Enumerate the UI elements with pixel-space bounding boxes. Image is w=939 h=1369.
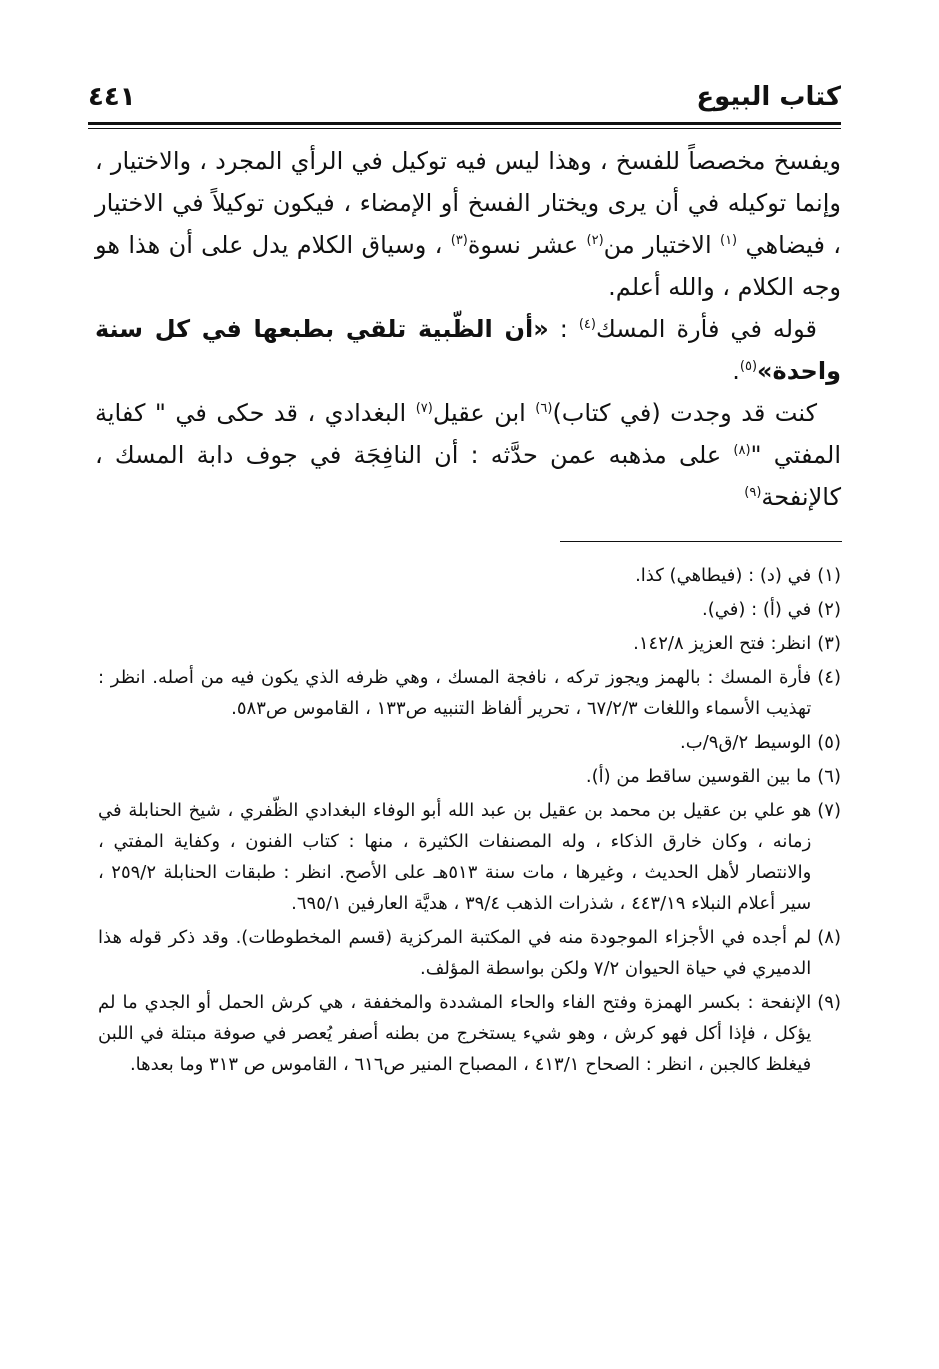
text-run: عشر نسوة <box>467 231 579 259</box>
footnote-ref-6[interactable]: (٦) <box>535 401 553 416</box>
footnote-text: الإنفحة : بكسر الهمزة وفتح الفاء والحاء المشددة والمخففة ، هي كرش الحمل أو الجدي ما لم يؤكل ، فإذا أكل فهو كرش ، وهو شيء يستخرج من بطنه أصفر يُعصر في صوفة مبتلة في اللبن فيغلظ كالجبن ، انظر : الصحاح ٤١٣/١ ، المصباح المنير ص٦١٦ ، القاموس ص ٣١٣ وما بعدها. <box>98 992 812 1075</box>
quoted-text: «أن الظّبية تلقي بطبعها في كل سنة واحدة» <box>95 315 841 385</box>
header-rule-thick <box>88 122 841 125</box>
footnote-number: (٢) <box>817 599 841 620</box>
text-run: الاختيار من <box>603 231 712 259</box>
footnote-separator <box>560 541 842 542</box>
text-run: قوله في فأرة المسك <box>595 315 817 343</box>
footnote-number: (١) <box>817 565 841 586</box>
chapter-title: كتاب البيوع <box>696 82 841 112</box>
footnote-text: الوسيط ٢/ق٩/ب. <box>680 732 812 753</box>
text-run: على مذهبه عمن حدَّثه : أن النافِجَة في جوف دابة المسك ، كالإنفحة <box>95 441 841 511</box>
text-run: : <box>559 315 568 343</box>
footnote-number: (٤) <box>817 667 841 688</box>
paragraph-3 <box>95 392 841 518</box>
text-run: . <box>732 357 740 385</box>
footnote-ref-1[interactable]: (١) <box>719 233 738 248</box>
header-rule-thin <box>88 128 841 129</box>
footnote-5 <box>98 727 841 758</box>
footnote-ref-5[interactable]: (٥) <box>739 359 758 374</box>
page-number: ٤٤١ <box>88 82 136 112</box>
text-run: ، وسياق الكلام يدل على أن هذا هو وجه الكلام ، والله أعلم. <box>95 231 841 301</box>
footnote-3 <box>98 628 841 659</box>
paragraph-1 <box>95 140 841 308</box>
footnote-2 <box>98 594 841 625</box>
footnote-text: لم أجده في الأجزاء الموجودة منه في المكتبة المركزية (قسم المخطوطات). وقد ذكر قوله هذا الدميري في حياة الحيوان ٧/٢ ولكن بواسطة المؤلف. <box>98 927 812 979</box>
text-run: كنت قد وجدت (في كتاب) <box>552 399 818 427</box>
footnote-8 <box>98 922 841 984</box>
footnote-ref-4[interactable]: (٤) <box>578 317 596 332</box>
footnote-text: في (د) : (فيطاهي) كذا. <box>635 565 812 586</box>
footnote-number: (٣) <box>817 633 841 654</box>
footnote-ref-2[interactable]: (٢) <box>586 233 604 248</box>
footnote-9 <box>98 987 841 1080</box>
page-header <box>88 82 841 126</box>
footnote-6 <box>98 761 841 792</box>
text-run: ابن عقيل <box>432 399 526 427</box>
footnote-7 <box>98 795 841 919</box>
main-text <box>95 140 841 518</box>
footnote-ref-3[interactable]: (٣) <box>450 233 468 248</box>
footnote-4 <box>98 662 841 724</box>
footnote-number: (٨) <box>817 927 841 948</box>
footnotes <box>98 560 841 1083</box>
footnote-text: فأرة المسك : بالهمز ويجوز تركه ، نافجة المسك ، وهي ظرفه الذي يكون فيه من أصله. انظر : تهذيب الأسماء واللغات ٦٧/٢/٣ ، تحرير ألفاظ التنبيه ص١٣٣ ، القاموس ص٥٨٣. <box>98 667 812 719</box>
footnote-number: (٩) <box>817 992 841 1013</box>
footnote-text: في (أ) : (في). <box>702 599 812 620</box>
footnote-text: ما بين القوسين ساقط من (أ). <box>585 766 812 787</box>
footnote-number: (٧) <box>817 800 841 821</box>
text-run: ويفسخ مخصصاً للفسخ ، وهذا ليس فيه توكيل في الرأي المجرد ، والاختيار ، وإنما توكيله في أن يرى ويختار الفسخ أو الإمضاء ، فيكون توكيلاً في الاختيار ، فيضاهي <box>95 147 841 259</box>
paragraph-2 <box>95 308 841 392</box>
footnote-ref-7[interactable]: (٧) <box>415 401 433 416</box>
footnote-ref-9[interactable]: (٩) <box>744 485 762 500</box>
text-run: البغدادي ، قد حكى في " كفاية المفتي " <box>95 399 841 469</box>
footnote-number: (٦) <box>817 766 841 787</box>
footnote-1 <box>98 560 841 591</box>
footnote-number: (٥) <box>817 732 841 753</box>
footnote-text: انظر: فتح العزيز ١٤٢/٨. <box>633 633 812 654</box>
footnote-text: هو علي بن عقيل بن محمد بن عقيل بن عبد الله أبو الوفاء البغدادي الظّفري ، شيخ الحنابلة في زمانه ، وكان خارق الذكاء ، وله المصنفات الكثيرة ، منها : كتاب الفنون ، وكفاية المفتي ، والانتصار لأهل الحديث ، وغيرها ، مات سنة ٥١٣هـ على الأصح. انظر : طبقات الحنابلة ٢٥٩/٢ ، سير أعلام النبلاء ٤٤٣/١٩ ، شذرات الذهب ٣٩/٤ ، هديَّة العارفين ٦٩٥/١. <box>98 800 812 914</box>
footnote-ref-8[interactable]: (٨) <box>733 443 751 458</box>
